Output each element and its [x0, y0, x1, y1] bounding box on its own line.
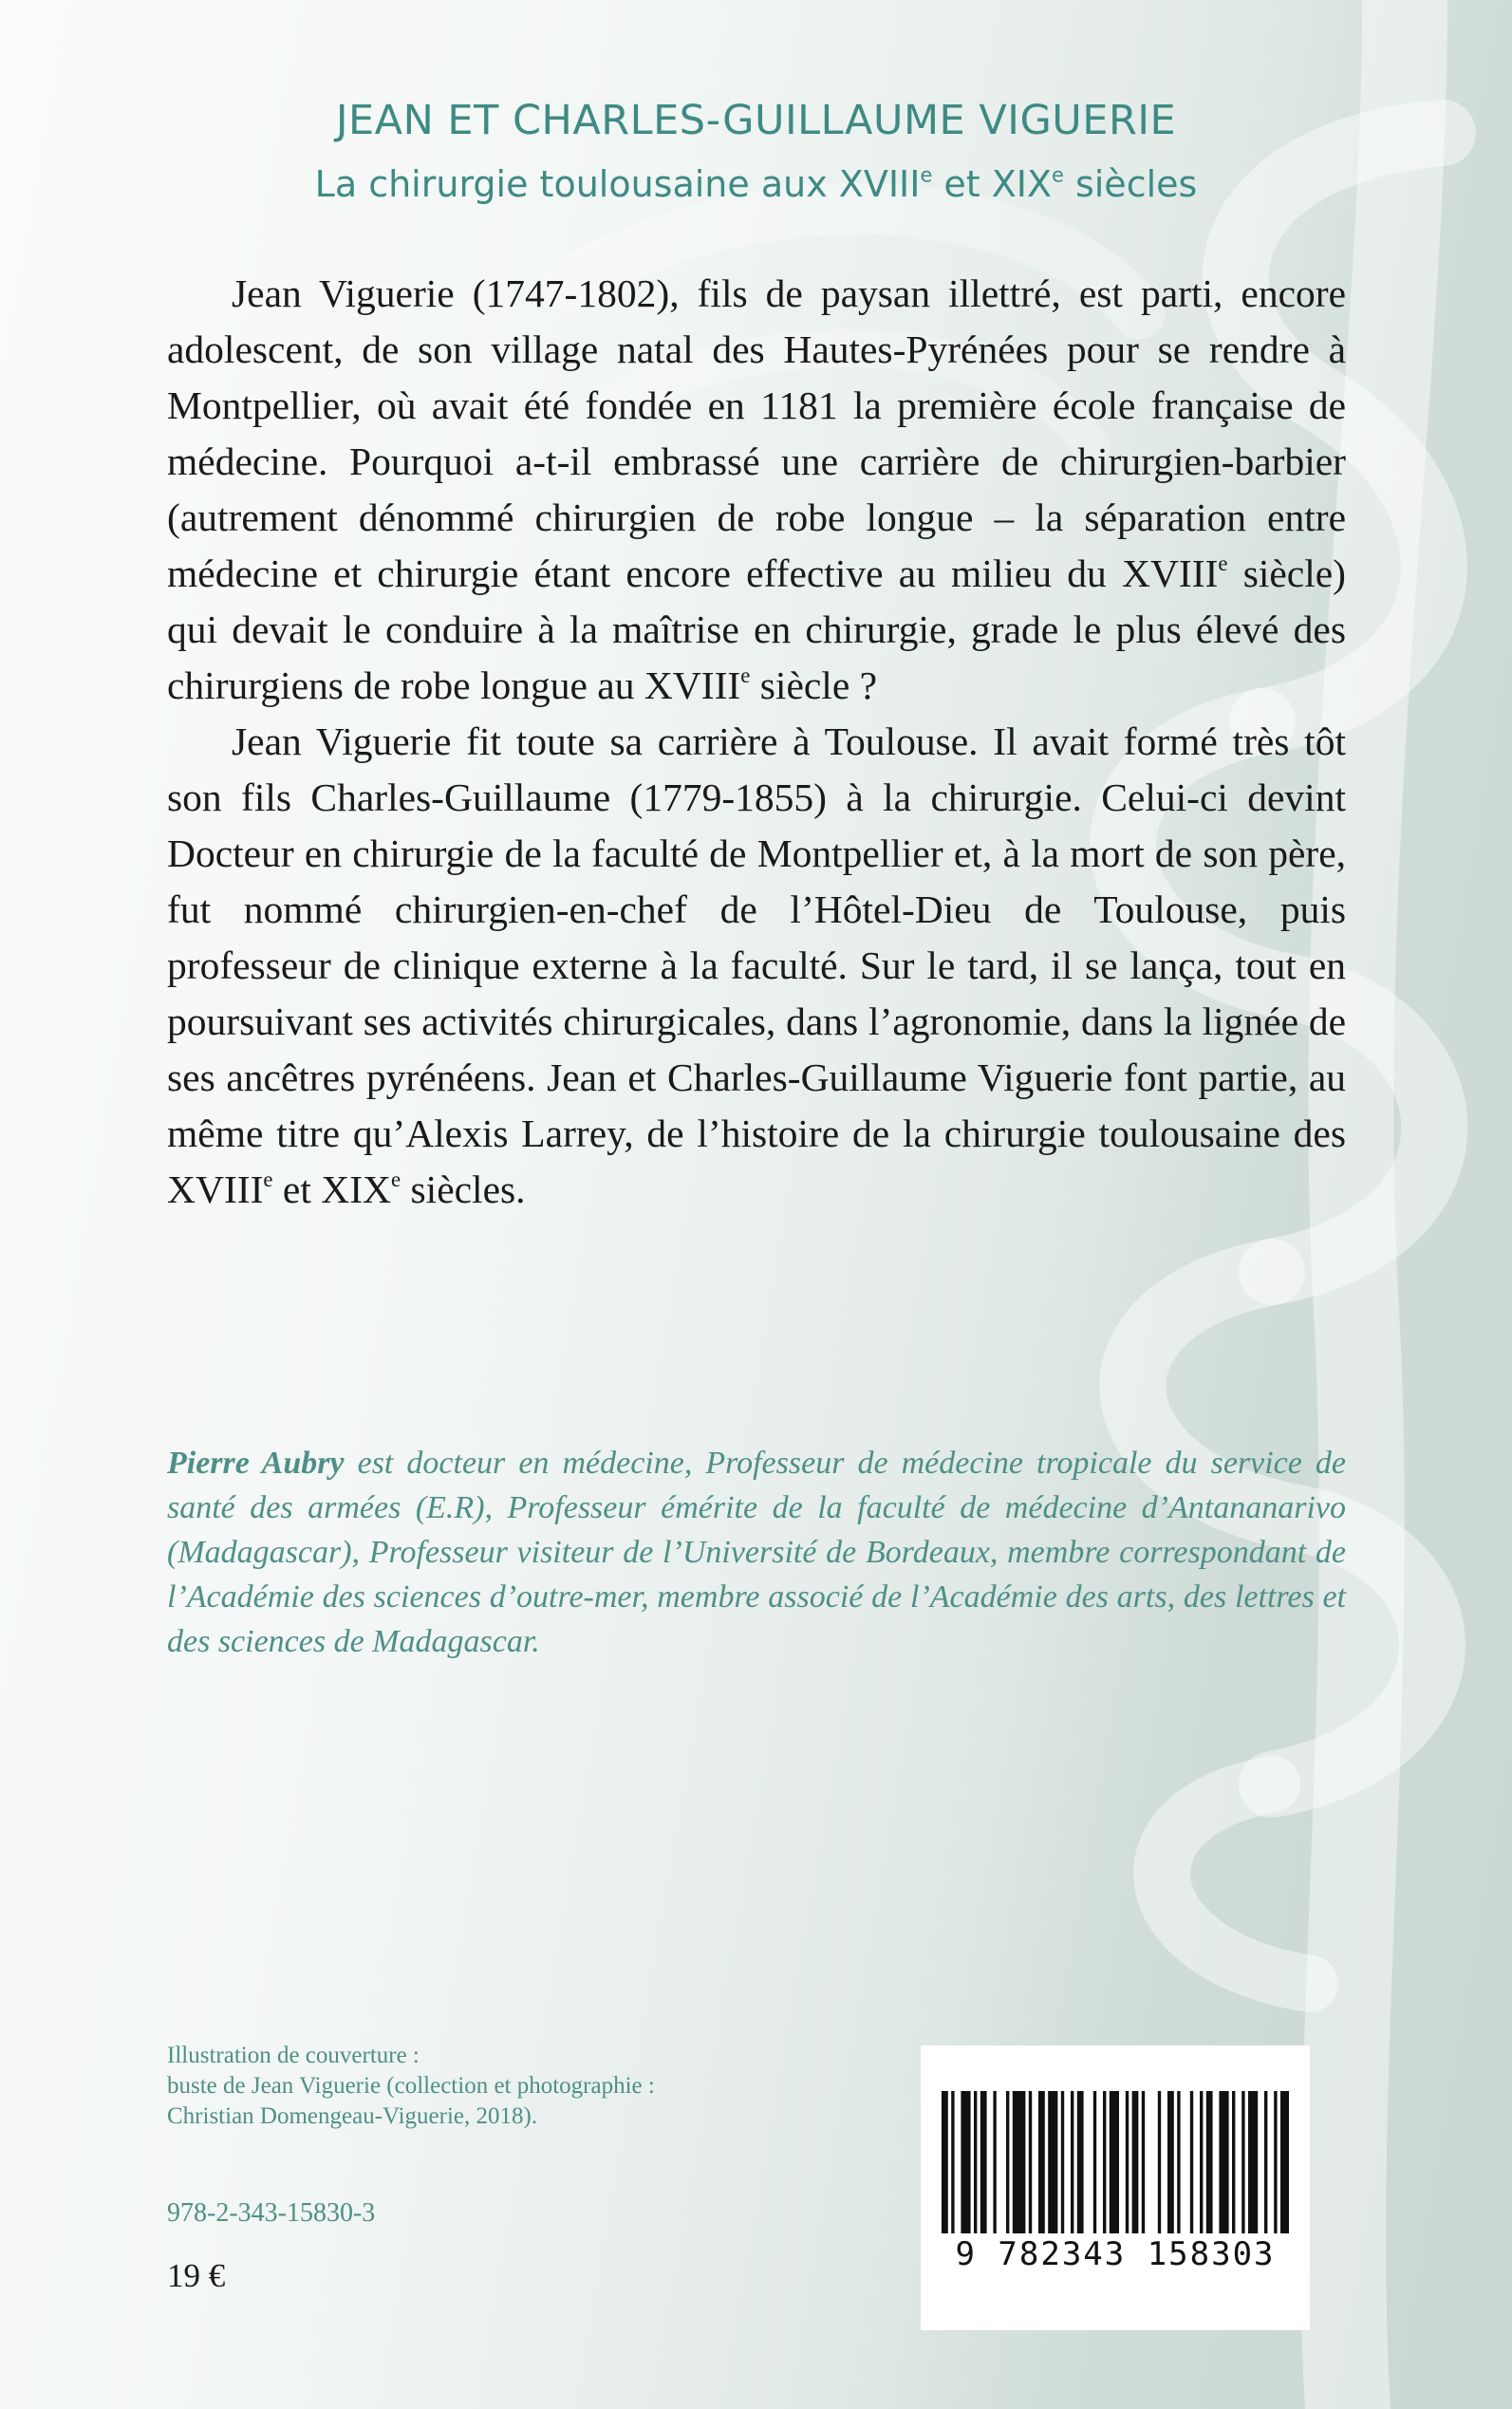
- book-subtitle: [0, 163, 1512, 205]
- cover-credit: [167, 2041, 850, 2132]
- barcode-bar: [974, 2091, 977, 2233]
- barcode-bar: [1103, 2091, 1106, 2233]
- paragraph-text: siècle) qui devait le conduire à la maîtrise en chirurgie, grade le plus élevé des chirurgiens de robe longue au XVIII: [167, 551, 1346, 707]
- barcode-bar: [1029, 2091, 1032, 2233]
- barcode-icon: [942, 2091, 1289, 2233]
- superscript: e: [391, 1167, 401, 1191]
- barcode-bar: [1110, 2091, 1119, 2233]
- superscript: e: [263, 1167, 273, 1191]
- barcode-bar: [1280, 2091, 1289, 2233]
- barcode-bar: [1190, 2091, 1193, 2233]
- barcode-bar: [1006, 2091, 1009, 2233]
- barcode-bar: [1248, 2091, 1258, 2233]
- barcode-bar: [1219, 2091, 1228, 2233]
- credit-line: Christian Domengeau-Viguerie, 2018).: [167, 2103, 538, 2129]
- author-name: Pierre Aubry: [167, 1446, 345, 1481]
- book-title: JEAN ET CHARLES-GUILLAUME VIGUERIE: [335, 97, 1177, 144]
- barcode-bar: [1274, 2091, 1277, 2233]
- author-bio: [167, 1441, 1346, 1664]
- barcode-bar: [1177, 2091, 1180, 2233]
- barcode-bar: [1206, 2091, 1213, 2233]
- barcode-bar: [1167, 2091, 1174, 2233]
- barcode-bar: [980, 2091, 987, 2233]
- credit-line: buste de Jean Viguerie (collection et photographie :: [167, 2073, 655, 2099]
- barcode-bar: [1013, 2091, 1026, 2233]
- isbn-number: 978-2-343-15830-3: [167, 2198, 376, 2228]
- subtitle-superscript: e: [920, 163, 933, 187]
- superscript: e: [1218, 551, 1228, 575]
- barcode-panel: [921, 2045, 1310, 2330]
- barcode-bar: [1038, 2091, 1045, 2233]
- summary-paragraph-1: [167, 266, 1346, 714]
- barcode-bar: [1048, 2091, 1057, 2233]
- paragraph-text: siècles.: [401, 1167, 526, 1211]
- barcode-digits: 9 782343 158303: [955, 2235, 1276, 2273]
- price: 19 €: [167, 2257, 226, 2294]
- superscript: e: [740, 663, 751, 687]
- barcode-bar: [1241, 2091, 1244, 2233]
- subtitle-superscript: e: [1052, 163, 1064, 187]
- barcode-bar: [1071, 2091, 1073, 2233]
- barcode-bar: [1061, 2091, 1064, 2233]
- paragraph-text: Jean Viguerie fit toute sa carrière à Toulouse. Il avait formé très tôt son fils Charles-Guillaume (1779-1855) à la chirurgie. Celui-ci devint Docteur en chirurgie de la faculté de Montpellier et, à la mort de son père, fut nommé chirurgien-en-chef de l’Hôtel-Dieu de Toulouse, puis professeur de clinique externe à la faculté. Sur le tard, il se lança, tout en poursuivant ses activités chirurgicales, dans l’agronomie, dans la lignée de ses ancêtres pyrénéens. Jean et Charles-Guillaume Viguerie font partie, au même titre qu’Alexis Larrey, de l’histoire de la chirurgie toulousaine des XVIII: [167, 719, 1346, 1211]
- barcode-bar: [1093, 2091, 1096, 2233]
- barcode-bar: [1132, 2091, 1139, 2233]
- barcode-bar: [1126, 2091, 1129, 2233]
- barcode-bar: [1077, 2091, 1084, 2233]
- barcode-bar: [1232, 2091, 1235, 2233]
- barcode-bar: [961, 2091, 970, 2233]
- subtitle-text: siècles: [1063, 163, 1198, 205]
- author-description: est docteur en médecine, Professeur de médecine tropicale du service de santé des armées (E.R), Professeur émérite de la faculté de médecine d’Antananarivo (Madagascar), Professeur visiteur de l’Université de Bordeaux, membre correspondant de l’Académie des sciences d’outre-mer, membre associé de l’Académie des arts, des lettres et des sciences de Madagascar.: [167, 1446, 1346, 1659]
- barcode-bar: [1200, 2091, 1203, 2233]
- barcode-bar: [1158, 2091, 1161, 2233]
- paragraph-text: et XIX: [272, 1167, 392, 1211]
- subtitle-text: et XIX: [932, 163, 1053, 205]
- subtitle-text: La chirurgie toulousaine aux XVIII: [314, 163, 921, 205]
- summary-paragraph-2: [167, 714, 1346, 1218]
- barcode-bar: [951, 2091, 954, 2233]
- barcode-bar: [1264, 2091, 1267, 2233]
- credit-line: Illustration de couverture :: [167, 2043, 420, 2068]
- paragraph-text: siècle ?: [750, 663, 878, 707]
- barcode-bar: [942, 2091, 948, 2233]
- barcode-bar: [993, 2091, 996, 2233]
- paragraph-text: Jean Viguerie (1747-1802), fils de paysan illettré, est parti, encore adolescent, de son village natal des Hautes-Pyrénées pour se rendre à Montpellier, où avait été fondée en 1181 la première école française de médecine. Pourquoi a-t-il embrassé une carrière de chirurgien-barbier (autrement dénommé chirurgien de robe longue – la séparation entre médecine et chirurgie étant encore effective au milieu du XVIII: [167, 271, 1346, 595]
- summary-text: [167, 266, 1346, 1218]
- barcode-bar: [1142, 2091, 1145, 2233]
